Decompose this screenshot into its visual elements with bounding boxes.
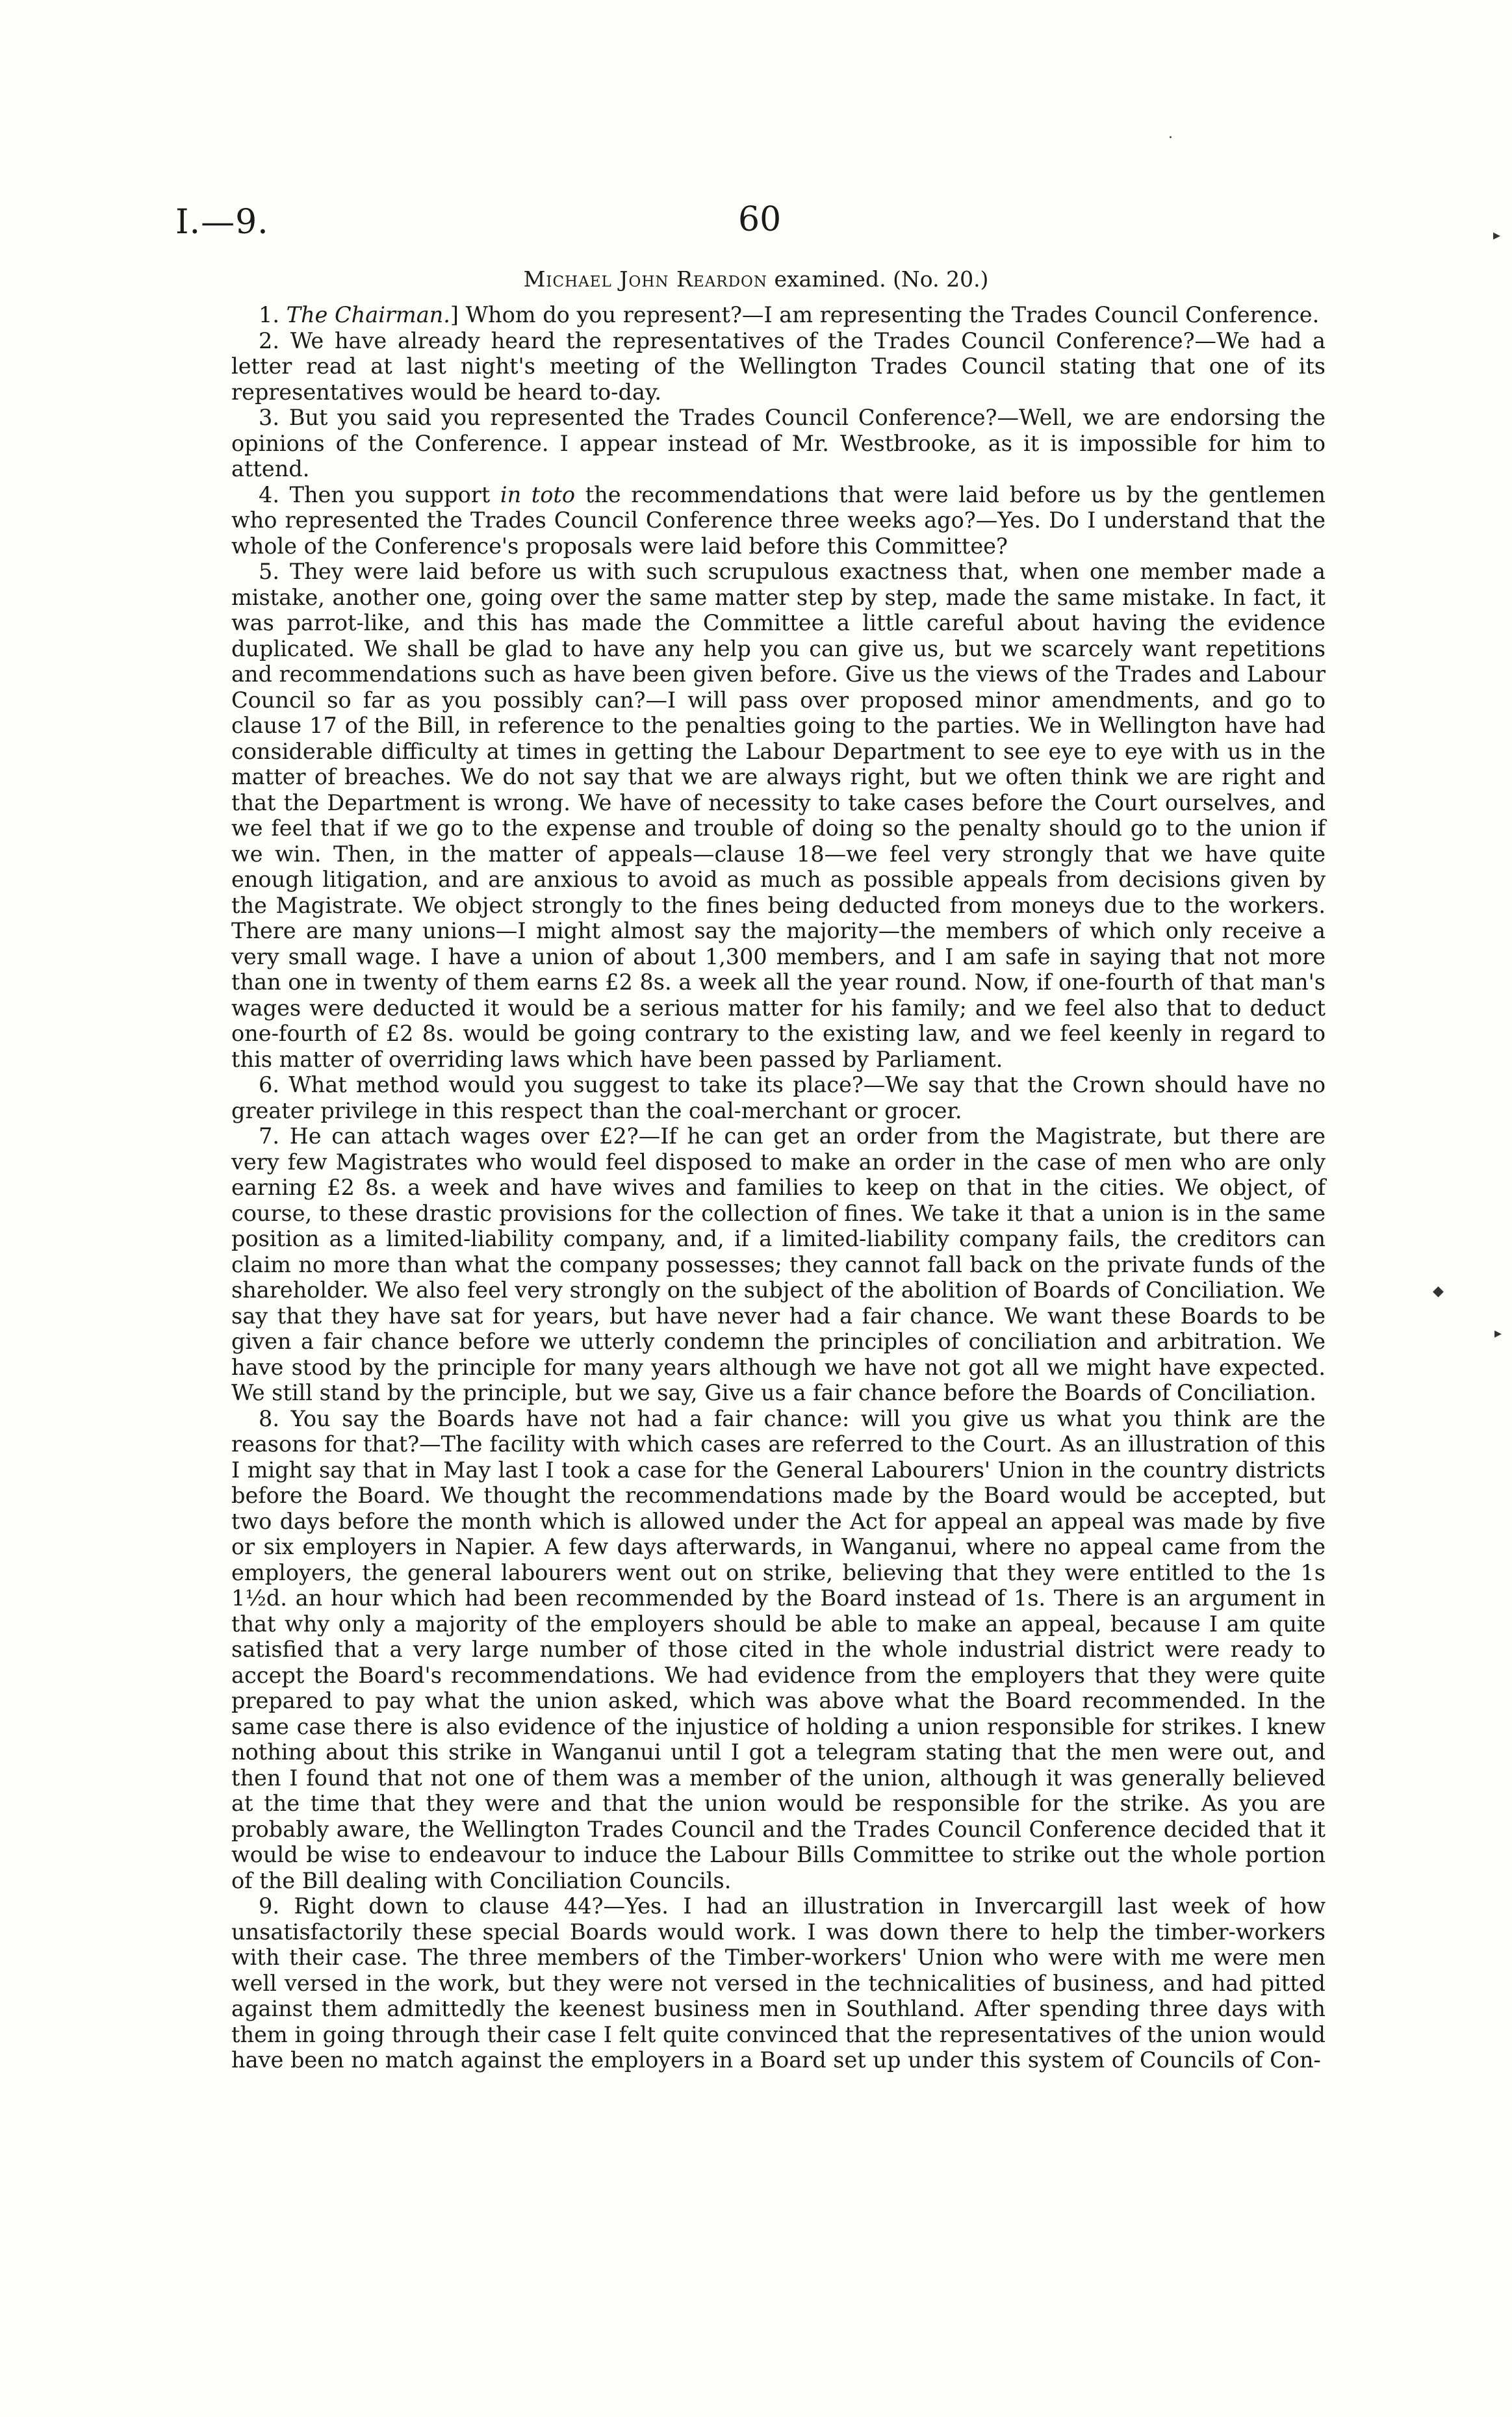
- witness-heading: [0, 266, 1512, 292]
- question-number: 7.: [259, 1123, 279, 1149]
- question-text: What method would you suggest to take its place?—We say that the Crown should have no greater privilege in this respect than the coal-merchant or grocer.: [231, 1072, 1326, 1123]
- question-number: 1.: [259, 302, 279, 327]
- question-number: 3.: [259, 405, 279, 430]
- question-number: 9.: [259, 1893, 279, 1919]
- question-6: [231, 1072, 1326, 1123]
- question-number: 2.: [259, 327, 279, 353]
- question-4: [231, 482, 1326, 559]
- question-number: 5.: [259, 559, 279, 584]
- page-number: 60: [738, 200, 782, 239]
- question-text: ] Whom do you represent?—I am representing the Trades Council Conference.: [450, 302, 1320, 327]
- question-1: [231, 302, 1326, 328]
- question-text: Right down to clause 44?—Yes. I had an illustration in Invercargill last week of how unsatisfactorily these special Boards would work. I was down there to help the timber-workers with their case. The three members of the Timber-workers' Union who were with me were men well versed in the work, but they were not versed in the technicalities of business, and had pitted against them admittedly the keenest business men in Southland. After spending three days with them in going through their case I felt quite convinced that the representatives of the union would have been no match against the employers in a Board set up under this system of Councils of Con-: [231, 1893, 1326, 2073]
- question-text-after: the recommendations that were laid before us by the gentlemen who represented the Trades Council Conference three weeks ago?—Yes. Do I understand that the whole of the Conference's proposals were laid before this Committee?: [231, 481, 1326, 559]
- italic-phrase: in toto: [500, 481, 576, 507]
- question-text: We have already heard the representatives of the Trades Council Conference?—We had a letter read at last night's meeting of the Wellington Trades Council stating that one of its representatives would be heard to-day.: [231, 327, 1326, 405]
- question-text: He can attach wages over £2?—If he can get an order from the Magistrate, but there are very few Magistrates who would feel disposed to make an order in the case of men who are only earning £2 8s. a week and have wives and families to keep on that in the cities. We object, of course, to these drastic provisions for the collection of fines. We take it that a union is in the same position as a limited-liability company, and, if a limited-liability company fails, the creditors can claim no more than what the company possesses; they cannot fall back on the private funds of the shareholder. We also feel very strongly on the subject of the abolition of Boards of Conciliation. We say that they have sat for years, but have never had a fair chance. We want these Boards to be given a fair chance before we utterly condemn the principles of conciliation and arbitration. We have stood by the principle for many years although we have not got all we might have expected. We still stand by the principle, but we say, Give us a fair chance before the Boards of Conciliation.: [231, 1123, 1326, 1405]
- question-text: They were laid before us with such scrupulous exactness that, when one member made a mistake, another one, going over the same matter step by step, made the same mistake. In fact, it was parrot-like, and this has made the Committee a little careful about having the evidence duplicated. We shall be glad to have any help you can give us, but we scarcely want repetitions and recommendations such as have been given before. Give us the views of the Trades and Labour Council so far as you possibly can?—I will pass over proposed minor amendments, and go to clause 17 of the Bill, in reference to the penalties going to the parties. We in Wellington have had considerable difficulty at times in getting the Labour Department to see eye to eye with us in the matter of breaches. We do not say that we are always right, but we often think we are right and that the Department is wrong. We have of necessity to take cases before the Court ourselves, and we feel that if we go to the expense and trouble of doing so the penalty should go to the union if we win. Then, in the matter of appeals—clause 18—we feel very strongly that we have quite enough litigation, and are anxious to avoid as much as possible appeals from decisions given by the Magistrate. We object strongly to the fines being deducted from moneys due to the workers. There are many unions—I might almost say the majority—the members of which only receive a very small wage. I have a union of about 1,300 members, and I am safe in saying that not more than one in twenty of them earns £2 8s. a week all the year round. Now, if one-fourth of that man's wages were deducted it would be a serious matter for his family; and we feel also that to deduct one-fourth of £2 8s. would be going contrary to the existing law, and we feel keenly in regard to this matter of overriding laws which have been passed by Parliament.: [231, 559, 1326, 1072]
- scan-speck: ◆: [1433, 1283, 1444, 1299]
- question-text-before: Then you support: [289, 481, 500, 507]
- scan-speck: ▸: [1494, 1325, 1502, 1342]
- question-number: 4.: [259, 481, 279, 507]
- witness-number: (No. 20.): [893, 266, 989, 292]
- scan-speck: ▸: [1493, 227, 1501, 244]
- question-9: [231, 1893, 1326, 2073]
- witness-name: Michael John Reardon: [523, 266, 767, 292]
- examination-body: [231, 302, 1326, 2073]
- speaker-label: The Chairman.: [286, 302, 450, 327]
- question-5: [231, 559, 1326, 1072]
- question-8: [231, 1406, 1326, 1894]
- document-id: I.—9.: [175, 203, 269, 242]
- question-text: You say the Boards have not had a fair chance: will you give us what you think are the reasons for that?—The facility with which cases are referred to the Court. As an illustration of this I might say that in May last I took a case for the General Labourers' Union in the country districts before the Board. We thought the recommendations made by the Board would be accepted, but two days before the month which is allowed under the Act for appeal an appeal was made by five or six employers in Napier. A few days afterwards, in Wanganui, where no appeal came from the employers, the general labourers went out on strike, believing that they were entitled to the 1s 1½d. an hour which had been recommended by the Board instead of 1s. There is an argument in that why only a majority of the employers should be able to make an appeal, because I am quite satisfied that a very large number of those cited in the whole industrial district were ready to accept the Board's recommendations. We had evidence from the employers that they were quite prepared to pay what the union asked, which was above what the Board recommended. In the same case there is also evidence of the injustice of holding a union responsible for strikes. I knew nothing about this strike in Wanganui until I got a telegram stating that the men were out, and then I found that not one of them was a member of the union, although it was generally believed at the time that they were and that the union would be responsible for the strike. As you are probably aware, the Wellington Trades Council and the Trades Council Conference decided that it would be wise to endeavour to induce the Labour Bills Committee to strike out the whole portion of the Bill dealing with Conciliation Councils.: [231, 1405, 1326, 1893]
- scan-speck: ·: [1168, 130, 1173, 146]
- question-7: [231, 1123, 1326, 1406]
- question-3: [231, 405, 1326, 482]
- question-number: 8.: [259, 1405, 279, 1431]
- question-text: But you said you represented the Trades Council Conference?—Well, we are endorsing the opinions of the Conference. I appear instead of Mr. Westbrooke, as it is impossible for him to attend.: [231, 405, 1326, 481]
- witness-examined: examined.: [774, 266, 886, 292]
- question-2: [231, 328, 1326, 405]
- question-number: 6.: [259, 1072, 279, 1097]
